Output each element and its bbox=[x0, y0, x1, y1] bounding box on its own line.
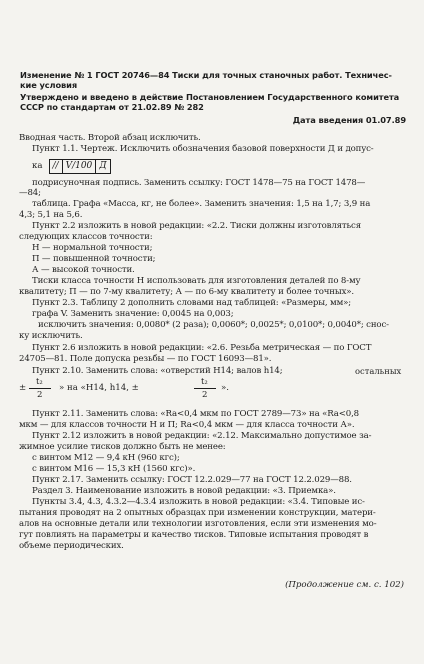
text-line: Пункт 2.6 изложить в новой редакции: «2.6. Резьба метрическая — по ГОСТ bbox=[32, 343, 372, 353]
amendment-title-cont: кие условия bbox=[20, 80, 78, 90]
text-line: пытания проводят на 2 опытных образцах при изменении конструкции, матери- bbox=[19, 508, 376, 518]
effective-date: Дата введения 01.07.89 bbox=[292, 115, 406, 125]
fraction-denominator: 2 bbox=[37, 390, 43, 400]
fraction-bar bbox=[29, 388, 51, 389]
parallelism-symbol: // bbox=[50, 160, 63, 173]
text-line: квалитету; П — по 7-му квалитету; А — по 6-му квалитету и более точных». bbox=[19, 287, 354, 297]
text-line: с винтом М16 — 15,3 кН (1560 кгс)». bbox=[32, 464, 196, 474]
text-line: подрисуночная подпись. Заменить ссылку: ГОСТ 1478—75 на ГОСТ 1478— bbox=[32, 178, 366, 188]
text-line: графа V. Заменить значение: 0,0045 на 0,003; bbox=[32, 309, 234, 319]
amendment-title: Изменение № 1 ГОСТ 20746—84 Тиски для точных станочных работ. Техничес- bbox=[20, 70, 392, 80]
text-fragment bbox=[355, 361, 402, 376]
text-line: Пункт 2.17. Заменить ссылку: ГОСТ 12.2.029—77 на ГОСТ 12.2.029—88. bbox=[32, 475, 352, 485]
text-line: Пункты 3.4, 4.3, 4.3.2—4.3.4 изложить в новой редакции: «3.4. Типовые ис- bbox=[32, 497, 365, 507]
text-line: П — повышенной точности; bbox=[32, 254, 156, 264]
text-line: Тиски класса точности Н использовать для изготовления деталей по 8-му bbox=[32, 276, 361, 286]
text-line: исключить значения: 0,0080* (2 раза); 0,0060*; 0,0025*; 0,0100*; 0,0040*; снос- bbox=[38, 320, 389, 330]
tolerance-line bbox=[32, 158, 111, 174]
text-line: А — высокой точности. bbox=[32, 265, 135, 275]
text-line: Пункт 2.12 изложить в новой редакции: «2.12. Максимально допустимое за- bbox=[32, 431, 372, 441]
text-line: жимное усилие тисков должно быть не менее: bbox=[19, 442, 226, 452]
text-line: 24705—81. Поле допуска резьбы — по ГОСТ 16093—81». bbox=[19, 354, 272, 364]
fraction-line bbox=[19, 376, 319, 402]
text-line: алов на основные детали или технологии изготовления, если эти изменения мо- bbox=[19, 519, 377, 529]
text-fragment: ка bbox=[32, 161, 43, 171]
text-line: —84; bbox=[19, 188, 41, 198]
datum-letter: Д bbox=[99, 160, 107, 171]
amendment-header bbox=[20, 70, 406, 90]
text-line: Пункт 2.11. Заменить слова: «Ra<0,4 мкм по ГОСТ 2789—73» на «Ra<0,8 bbox=[32, 409, 360, 419]
text-fragment: ± bbox=[19, 383, 27, 393]
fraction-numerator: t₂ bbox=[201, 376, 208, 386]
approval-line-cont: СССР по стандартам от 21.02.89 № 282 bbox=[20, 102, 204, 112]
fraction-bar bbox=[194, 388, 216, 389]
text-line: 4,3; 5,1 на 5,6. bbox=[19, 210, 83, 220]
text-line: с винтом М12 — 9,4 кН (960 кгс); bbox=[32, 453, 180, 463]
text-line: объеме периодических. bbox=[19, 541, 124, 551]
text-fragment: остальных bbox=[355, 366, 402, 376]
tolerance-value: V/100 bbox=[63, 160, 97, 173]
text-line: Раздел 3. Наименование изложить в новой редакции: «3. Приемка». bbox=[32, 486, 336, 496]
approval-block bbox=[20, 92, 406, 112]
text-fragment: ». bbox=[221, 383, 229, 393]
text-line: Пункт 2.3. Таблицу 2 дополнить словами над таблицей: «Размеры, мм»; bbox=[32, 298, 351, 308]
continuation-note: (Продолжение см. с. 102) bbox=[285, 580, 404, 590]
tolerance-frame bbox=[49, 159, 111, 174]
text-line: ку исключить. bbox=[19, 331, 83, 341]
text-line: мкм — для классов точности Н и П; Ra<0,4 мкм — для класса точности А». bbox=[19, 420, 355, 430]
fraction-denominator: 2 bbox=[202, 390, 208, 400]
text-line: следующих классов точности: bbox=[19, 232, 153, 242]
text-line: Пункт 2.10. Заменить слова: «отверстий Н14; валов h14; bbox=[32, 366, 283, 376]
text-fragment: » на «Н14, h14, ± bbox=[59, 383, 139, 393]
text-line: таблица. Графа «Масса, кг, не более». Заменить значения: 1,5 на 1,7; 3,9 на bbox=[32, 199, 371, 209]
text-line: Вводная часть. Второй абзац исключить. bbox=[19, 133, 201, 143]
text-line: Пункт 1.1. Чертеж. Исключить обозначения базовой поверхности Д и допус- bbox=[32, 144, 374, 154]
fraction-numerator: t₂ bbox=[36, 376, 43, 386]
text-line: Пункт 2.2 изложить в новой редакции: «2.2. Тиски должны изготовляться bbox=[32, 221, 361, 231]
text-line: Н — нормальной точности; bbox=[32, 243, 153, 253]
approval-line: Утверждено и введено в действие Постановлением Государственного комитета bbox=[20, 92, 400, 102]
text-line: гут повлиять на параметры и качество тисков. Типовые испытания проводят в bbox=[19, 530, 369, 540]
